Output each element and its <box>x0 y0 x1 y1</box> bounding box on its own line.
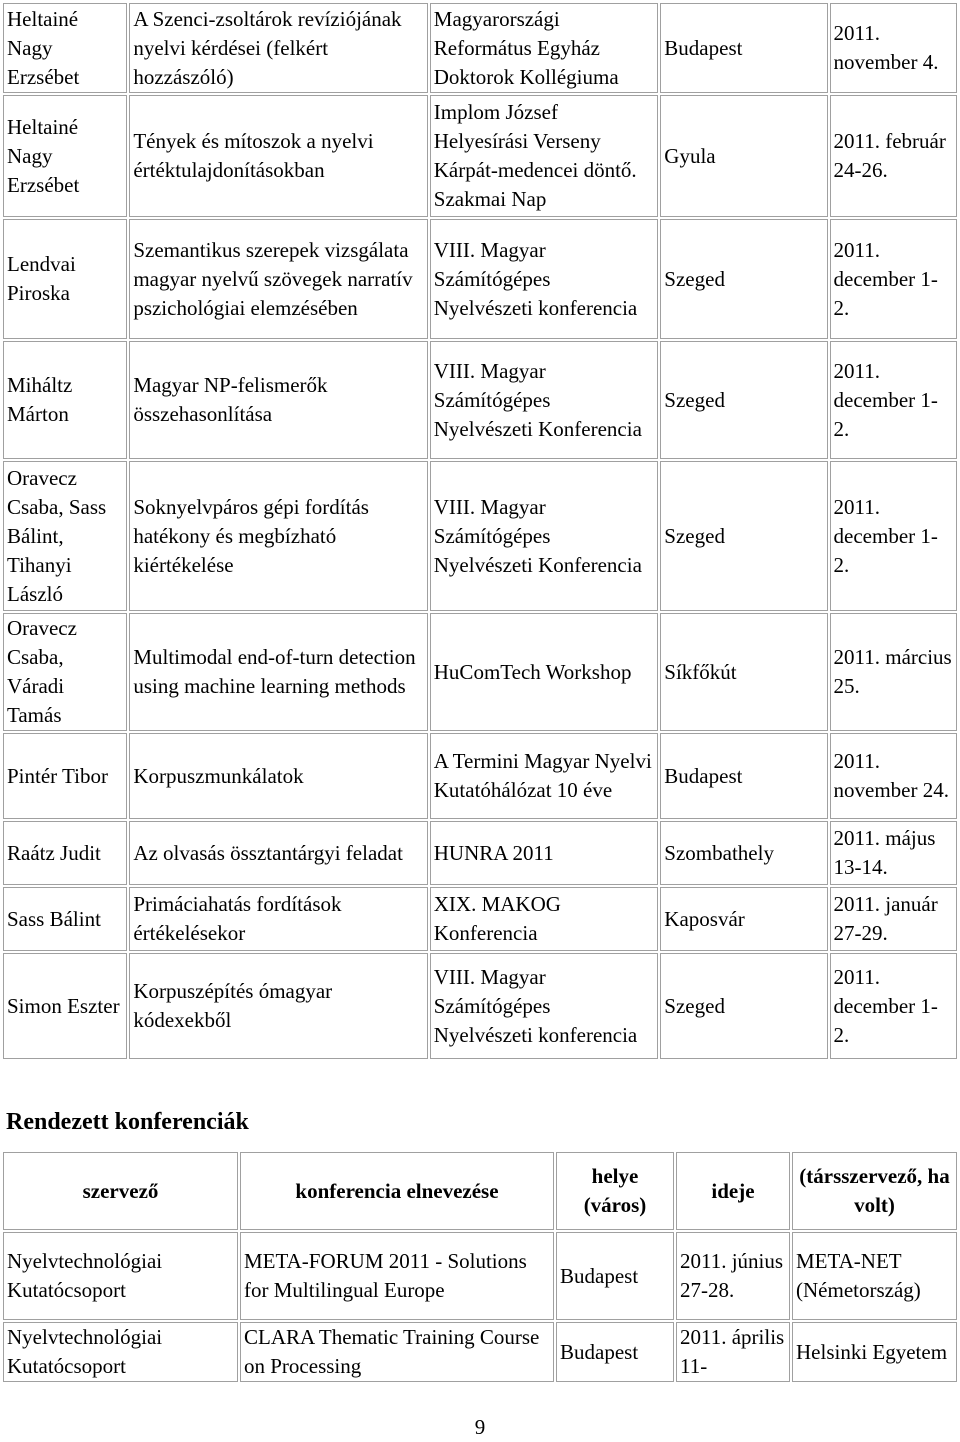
date-cell: 2011. december 1-2. <box>830 341 957 459</box>
table-row <box>3 341 957 459</box>
event-cell: A Termini Magyar Nyelvi Kutatóhálózat 10 éve <box>430 733 659 819</box>
date-cell: 2011. november 24. <box>830 733 957 819</box>
date-cell: 2011. december 1-2. <box>830 461 957 611</box>
table-row <box>3 219 957 339</box>
table-row <box>3 1232 957 1320</box>
header-date: ideje <box>676 1152 790 1230</box>
talks-table <box>1 1 959 1061</box>
date-cell: 2011. március 25. <box>830 613 957 731</box>
author-cell: Oravecz Csaba, Sass Bálint, Tihanyi László <box>3 461 127 611</box>
author-cell: Oravecz Csaba, Váradi Tamás <box>3 613 127 731</box>
city-cell: Szombathely <box>660 821 827 885</box>
title-cell: Korpuszépítés ómagyar kódexekből <box>129 953 427 1059</box>
table-row <box>3 953 957 1059</box>
date-cell: 2011. június 27-28. <box>676 1232 790 1320</box>
event-cell: VIII. Magyar Számítógépes Nyelvészeti Konferencia <box>430 461 659 611</box>
place-cell: Budapest <box>556 1322 674 1382</box>
city-cell: Szeged <box>660 219 827 339</box>
author-cell: Raátz Judit <box>3 821 127 885</box>
date-cell: 2011. január 27-29. <box>830 887 957 951</box>
city-cell: Szeged <box>660 953 827 1059</box>
title-cell: Szemantikus szerepek vizsgálata magyar nyelvű szövegek narratív pszichológiai elemzésében <box>129 219 427 339</box>
header-conference-name: konferencia elnevezése <box>240 1152 554 1230</box>
organized-conferences-table <box>1 1150 959 1384</box>
date-cell: 2011. április 11- <box>676 1322 790 1382</box>
header-place: helye (város) <box>556 1152 674 1230</box>
title-cell: Magyar NP-felismerők összehasonlítása <box>129 341 427 459</box>
organizer-cell: Nyelvtechnológiai Kutatócsoport <box>3 1232 238 1320</box>
name-cell: CLARA Thematic Training Course on Processing <box>240 1322 554 1382</box>
event-cell: HUNRA 2011 <box>430 821 659 885</box>
date-cell: 2011. december 1-2. <box>830 953 957 1059</box>
date-cell: 2011. november 4. <box>830 3 957 93</box>
event-cell: Implom József Helyesírási Verseny Kárpát-medencei döntő. Szakmai Nap <box>430 95 659 217</box>
author-cell: Sass Bálint <box>3 887 127 951</box>
table-row <box>3 613 957 731</box>
table-row <box>3 461 957 611</box>
table-row <box>3 887 957 951</box>
table-row <box>3 1322 957 1382</box>
author-cell: Heltainé Nagy Erzsébet <box>3 95 127 217</box>
city-cell: Kaposvár <box>660 887 827 951</box>
page-number: 9 <box>474 1415 486 1439</box>
event-cell: Magyarországi Református Egyház Doktorok Kollégiuma <box>430 3 659 93</box>
header-organizer: szervező <box>3 1152 238 1230</box>
author-cell: Heltainé Nagy Erzsébet <box>3 3 127 93</box>
title-cell: Tények és mítoszok a nyelvi értéktulajdonításokban <box>129 95 427 217</box>
event-cell: HuComTech Workshop <box>430 613 659 731</box>
table-header-row <box>3 1152 957 1230</box>
city-cell: Budapest <box>660 733 827 819</box>
author-cell: Pintér Tibor <box>3 733 127 819</box>
table-row <box>3 821 957 885</box>
title-cell: A Szenci-zsoltárok revíziójának nyelvi kérdései (felkért hozzászóló) <box>129 3 427 93</box>
title-cell: Az olvasás össztantárgyi feladat <box>129 821 427 885</box>
date-cell: 2011. február 24-26. <box>830 95 957 217</box>
city-cell: Gyula <box>660 95 827 217</box>
city-cell: Síkfőkút <box>660 613 827 731</box>
title-cell: Primáciahatás fordítások értékelésekor <box>129 887 427 951</box>
date-cell: 2011. december 1-2. <box>830 219 957 339</box>
title-cell: Korpuszmunkálatok <box>129 733 427 819</box>
date-cell: 2011. május 13-14. <box>830 821 957 885</box>
city-cell: Szeged <box>660 341 827 459</box>
title-cell: Multimodal end-of-turn detection using machine learning methods <box>129 613 427 731</box>
event-cell: XIX. MAKOG Konferencia <box>430 887 659 951</box>
author-cell: Miháltz Márton <box>3 341 127 459</box>
name-cell: META-FORUM 2011 - Solutions for Multilingual Europe <box>240 1232 554 1320</box>
city-cell: Szeged <box>660 461 827 611</box>
event-cell: VIII. Magyar Számítógépes Nyelvészeti konferencia <box>430 219 659 339</box>
city-cell: Budapest <box>660 3 827 93</box>
header-coorganizer: (társszervező, ha volt) <box>792 1152 957 1230</box>
event-cell: VIII. Magyar Számítógépes Nyelvészeti Konferencia <box>430 341 659 459</box>
table-row <box>3 95 957 217</box>
author-cell: Simon Eszter <box>3 953 127 1059</box>
coorganizer-cell: META-NET (Németország) <box>792 1232 957 1320</box>
event-cell: VIII. Magyar Számítógépes Nyelvészeti konferencia <box>430 953 659 1059</box>
section-title: Rendezett konferenciák <box>6 1109 249 1135</box>
table-row <box>3 3 957 93</box>
title-cell: Soknyelvpáros gépi fordítás hatékony és megbízható kiértékelése <box>129 461 427 611</box>
coorganizer-cell: Helsinki Egyetem <box>792 1322 957 1382</box>
place-cell: Budapest <box>556 1232 674 1320</box>
organizer-cell: Nyelvtechnológiai Kutatócsoport <box>3 1322 238 1382</box>
author-cell: Lendvai Piroska <box>3 219 127 339</box>
table-row <box>3 733 957 819</box>
